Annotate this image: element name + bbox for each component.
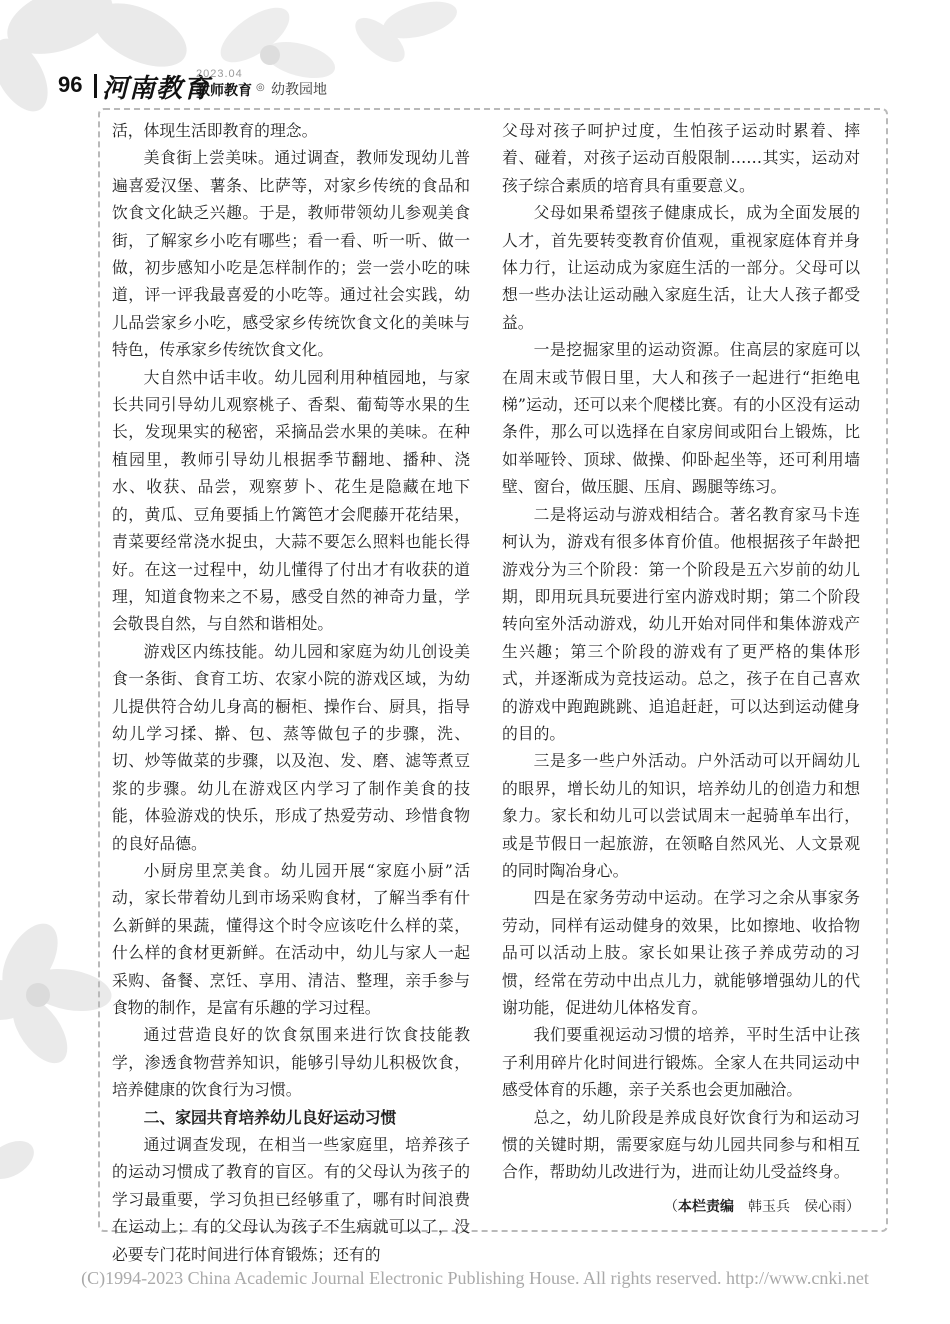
journal-logo: 河南教育: [102, 74, 211, 104]
edition-label: 教师教育: [196, 83, 252, 99]
editor-close-paren: ）: [846, 1198, 860, 1215]
header-divider: [94, 74, 97, 98]
right-column: [502, 117, 860, 1221]
left-column: [112, 117, 470, 1268]
paragraph: 一是挖掘家里的运动资源。住高层的家庭可以在周末或节假日里，大人和孩子一起进行“拒绝电梯”运动，还可以来个爬楼比赛。有的小区没有运动条件，那么可以选择在自家房间或阳台上锻炼，比如举哑铃、顶球、做操、仰卧起坐等，还可利用墙壁、窗台，做压腿、压肩、踢腿等练习。: [502, 340, 860, 497]
paragraph: 通过营造良好的饮食氛围来进行饮食技能教学，渗透食物营养知识，能够引导幼儿积极饮食，培养健康的饮食行为习惯。: [112, 1025, 470, 1100]
separator-icon: ◎: [256, 82, 265, 93]
editor-credit: [502, 1194, 860, 1221]
paragraph: 三是多一些户外活动。户外活动可以开阔幼儿的眼界，增长幼儿的知识，培养幼儿的创造力和想象力。家长和幼儿可以尝试周末一起骑单车出行，或是节假日一起旅游，在领略自然风光、人文景观的同时陶冶身心。: [502, 751, 860, 880]
editor-label: 本栏责编: [678, 1198, 734, 1215]
page-number: 96: [58, 72, 83, 97]
paragraph: 父母如果希望孩子健康成长，成为全面发展的人才，首先要转变教育价值观，重视家庭体育并身体力行，让运动成为家庭生活的一部分。父母可以想一些办法让运动融入家庭生活，让大人孩子都受益。: [502, 203, 860, 332]
paragraph: 我们要重视运动习惯的培养，平时生活中让孩子利用碎片化时间进行锻炼。全家人在共同运动中感受体育的乐趣，亲子关系也会更加融洽。: [502, 1025, 860, 1100]
paragraph: 大自然中话丰收。幼儿园利用种植园地，与家长共同引导幼儿观察桃子、香梨、葡萄等水果的生长，发现果实的秘密，采摘品尝水果的美味。在种植园里，教师引导幼儿根据季节翻地、播种、浇水、收获、品尝，观察萝卜、花生是隐藏在地下的，黄瓜、豆角要插上竹篱笆才会爬藤开花结果，青菜要经常浇水捉虫，大蒜不要怎么照料也能长得好。在这一过程中，幼儿懂得了付出才有收获的道理，知道食物来之不易，感受自然的神奇力量，学会敬畏自然，与自然和谐相处。: [112, 367, 470, 634]
section-heading: 二、家园共育培养幼儿良好运动习惯: [143, 1107, 397, 1127]
paragraph: 美食街上尝美味。通过调查，教师发现幼儿普遍喜爱汉堡、薯条、比萨等，对家乡传统的食品和饮食文化缺乏兴趣。于是，教师带领幼儿参观美食街，了解家乡小吃有哪些；看一看、听一听、做一做，初步感知小吃是怎样制作的；尝一尝小吃的味道，评一评我最喜爱的小吃等。通过社会实践，幼儿品尝家乡小吃，感受家乡传统饮食文化的美味与特色，传承家乡传统饮食文化。: [112, 148, 470, 360]
section-title: 幼教园地: [271, 82, 327, 98]
paragraph: 通过调查发现，在相当一些家庭里，培养孩子的运动习惯成了教育的盲区。有的父母认为孩子的学习最重要，学习负担已经够重了，哪有时间浪费在运动上；有的父母认为孩子不生病就可以了，没必要专门花时间进行体育锻炼；还有的: [112, 1135, 470, 1264]
paragraph: 二是将运动与游戏相结合。著名教育家马卡连柯认为，游戏有很多体育价值。他根据孩子年龄把游戏分为三个阶段：第一个阶段是五六岁前的幼儿期，即用玩具玩要进行室内游戏时期；第二个阶段转向室外活动游戏，幼儿开始对同伴和集体游戏产生兴趣；第三个阶段的游戏有了更严格的集体形式，并逐渐成为竞技运动。总之，孩子在自己喜欢的游戏中跑跑跳跳、追追赶赶，可以达到运动健身的目的。: [502, 504, 860, 743]
paragraph: 父母对孩子呵护过度，生怕孩子运动时累着、摔着、碰着，对孩子运动百般限制……其实，运动对孩子综合素质的培育具有重要意义。: [502, 121, 860, 195]
paragraph: 四是在家务劳动中运动。在学习之余从事家务劳动，同样有运动健身的效果，比如擦地、收拾物品可以活动上肢。家长如果让孩子养成劳动的习惯，经常在劳动中出点儿力，就能够增强幼儿的代谢功能，促进幼儿体格发育。: [502, 888, 860, 1017]
copyright-footer: (C)1994-2023 China Academic Journal Electronic Publishing House. All rights reserved. http://www.cnki.net: [81, 1268, 869, 1288]
paragraph: 活，体现生活即教育的理念。: [112, 121, 318, 140]
editor-open-paren: （: [664, 1198, 678, 1215]
editor-names: 韩玉兵 侯心雨: [748, 1198, 846, 1215]
paragraph: 总之，幼儿阶段是养成良好饮食行为和运动习惯的关键时期，需要家庭与幼儿园共同参与和相互合作，帮助幼儿改进行为，进而让幼儿受益终身。: [502, 1107, 860, 1182]
paragraph: 游戏区内练技能。幼儿园和家庭为幼儿创设美食一条街、食育工坊、农家小院的游戏区域，为幼儿提供符合幼儿身高的橱柜、操作台、厨具，指导幼儿学习揉、擀、包、蒸等做包子的步骤，洗、切、炒等做菜的步骤，以及泡、发、磨、滤等煮豆浆的步骤。幼儿在游戏区内学习了制作美食的技能，体验游戏的快乐，形成了热爱劳动、珍惜食物的良好品德。: [112, 641, 470, 853]
paragraph: 小厨房里烹美食。幼儿园开展“家庭小厨”活动，家长带着幼儿到市场采购食材，了解当季有什么新鲜的果蔬，懂得这个时令应该吃什么样的菜，什么样的食材更新鲜。在活动中，幼儿与家人一起采购、备餐、烹饪、享用、清洁、整理，亲手参与食物的制作，是富有乐趣的学习过程。: [112, 860, 470, 1017]
issue-date: 2023.04: [196, 68, 243, 80]
